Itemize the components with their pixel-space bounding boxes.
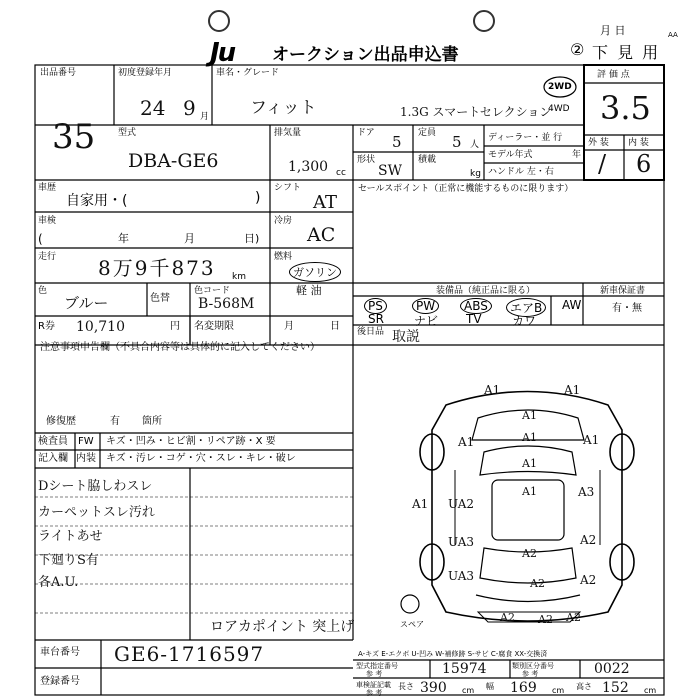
type-cert-ref: 参 考 — [366, 670, 383, 678]
remark-3: ライトあせ — [38, 529, 103, 544]
capacity-label: 定員 — [418, 128, 437, 138]
recycle-label: R券 — [38, 321, 55, 332]
equipment-pw: PW — [412, 298, 439, 314]
history-label: 車歴 — [38, 183, 57, 193]
width-value: 169 — [510, 680, 537, 696]
equipment-label: 装備品（純正品に限る） — [436, 286, 536, 296]
capacity-value: 5 — [452, 133, 462, 151]
type-cert-value: 15974 — [442, 661, 487, 677]
damage-mark: A2 — [580, 573, 597, 587]
height-unit: cm — [644, 686, 657, 695]
car-name: フィット — [250, 98, 317, 118]
color-change-label: 色替 — [150, 293, 170, 304]
light-oil: 軽 油 — [296, 284, 322, 297]
recycle-amount: 10,710 — [76, 319, 125, 335]
damage-mark: A1 — [522, 409, 537, 422]
notes-label: 注意事項申告欄（不具合内容等は具体的に記入してください） — [40, 342, 320, 353]
damage-mark: A2 — [530, 577, 545, 590]
fw-label: FW — [78, 436, 94, 447]
class-ref: 参 考 — [522, 670, 539, 678]
interior-label: 内 装 — [628, 138, 649, 148]
copy-label: 下 見 用 — [592, 43, 661, 62]
displacement-label: 排気量 — [274, 128, 302, 138]
registration-label: 登録番号 — [40, 676, 80, 687]
equipment-airbag: エアB — [506, 298, 546, 317]
copy-number: ② — [570, 40, 585, 59]
shift-value: AT — [313, 192, 338, 213]
length-value: 390 — [420, 680, 447, 696]
auction-logo: Ju — [210, 38, 235, 68]
lot-no-value: 35 — [52, 117, 96, 157]
equipment-aw: AW — [562, 298, 582, 312]
load-label: 積載 — [418, 155, 437, 165]
spare-label: スペア — [400, 620, 424, 629]
doors-label: ドア — [357, 128, 375, 138]
damage-mark: A2 — [522, 547, 537, 560]
reg-month: 9 — [183, 96, 196, 120]
first-reg-label: 初度登録年月 — [118, 68, 173, 78]
color-code-value: B-568M — [198, 296, 255, 312]
sunroof-note: ロアカポイント 突上げ — [210, 619, 355, 635]
damage-mark: A1 — [458, 435, 475, 449]
displacement-value: 1,300 — [288, 159, 329, 175]
shift-label: シフト — [274, 183, 302, 193]
width-label: 幅 — [486, 682, 494, 691]
exterior-label: 外 装 — [588, 138, 609, 148]
length-unit: cm — [462, 686, 475, 695]
header-aa: AA — [668, 31, 678, 39]
reg-cert-ref: 参 考 — [366, 689, 383, 697]
interior-items: キズ・汚レ・コゲ・穴・スレ・キレ・破レ — [106, 453, 296, 464]
name-change-label: 名変期限 — [194, 321, 234, 332]
dealer-label: ディーラー・並 行 — [488, 133, 563, 143]
mileage-unit: km — [232, 272, 246, 282]
warranty-value: 有・無 — [612, 303, 642, 314]
height-label: 高さ — [576, 682, 592, 691]
recycle-yen: 円 — [170, 321, 180, 332]
body-type-label: 形状 — [357, 155, 376, 165]
damage-mark: UA3 — [448, 535, 475, 549]
damage-mark: A1 — [522, 457, 537, 470]
inspection-month-unit: 月 — [184, 232, 195, 245]
chassis-value: GE6-1716597 — [114, 642, 265, 666]
inspector-label: 検査員 — [38, 436, 68, 447]
model-year-unit: 年 — [572, 150, 582, 160]
damage-mark: A1 — [522, 485, 537, 498]
damage-mark: A1 — [522, 431, 537, 444]
displacement-unit: cc — [336, 168, 346, 178]
reg-year: 24 — [140, 96, 166, 120]
lot-no-label: 出品番号 — [40, 68, 77, 78]
exterior-score: / — [598, 150, 607, 178]
score-label: 評 価 点 — [597, 70, 630, 80]
color-value: ブルー — [64, 294, 109, 312]
repair-label: 修復歴 — [46, 416, 76, 427]
remark-2: カーペットスレ汚れ — [38, 505, 155, 520]
damage-mark: A2 — [566, 611, 581, 624]
equipment-tv: TV — [466, 312, 482, 326]
fuel-value: ガソリン — [289, 262, 341, 282]
score-value: 3.5 — [600, 89, 651, 127]
history-close: ) — [255, 190, 261, 206]
equipment-navi: ナビ — [414, 314, 439, 328]
class-label: 類別区分番号 — [512, 662, 554, 670]
fw-items: キズ・凹み・ヒビ割・リペア跡・X 要 — [106, 436, 276, 447]
type-cert-label: 型式指定番号 — [356, 662, 398, 670]
damage-mark: UA3 — [448, 569, 475, 583]
damage-mark: A1 — [484, 383, 501, 397]
equipment-sr: SR — [368, 312, 384, 326]
form-title: オークション出品申込書 — [272, 45, 459, 65]
height-value: 152 — [602, 680, 629, 696]
chassis-label: 車台番号 — [40, 647, 80, 658]
drive-4wd: 4WD — [548, 104, 570, 114]
repair-value: 有 — [110, 416, 120, 427]
equipment-leather: カワ — [512, 314, 537, 328]
inspection-label: 車検 — [38, 216, 57, 226]
damage-mark: A2 — [500, 611, 515, 624]
interior-check-label: 内装 — [76, 453, 96, 464]
name-change-month: 月 — [284, 321, 294, 332]
warranty-label: 新車保証書 — [600, 286, 646, 296]
car-grade: 1.3G スマートセレクション — [400, 105, 552, 119]
model-label: 型式 — [118, 128, 137, 138]
remark-4: 下廻りS有 — [38, 553, 99, 568]
reg-month-unit: 月 — [200, 112, 210, 122]
capacity-unit: 人 — [470, 140, 480, 150]
damage-mark: A3 — [578, 485, 595, 499]
accessories-label: 後日品 — [357, 327, 385, 337]
model-year-label: モデル年式 — [488, 150, 533, 160]
header-date: 月 日 — [600, 24, 626, 37]
remark-1: Dシート脇しわスレ — [38, 479, 153, 494]
remark-5: 各A.U. — [38, 575, 79, 590]
inspection-year-unit: 年 — [118, 232, 129, 245]
cooler-value: AC — [307, 224, 336, 246]
inspection-day-unit: 日) — [244, 232, 260, 245]
load-unit: kg — [470, 169, 481, 179]
inspection-paren: ( — [38, 232, 43, 246]
damage-mark: A2 — [538, 613, 553, 626]
interior-score: 6 — [636, 150, 652, 178]
equipment-ps: PS — [364, 298, 387, 314]
sales-point-label: セールスポイント（正常に機能するものに限ります） — [358, 184, 574, 194]
cooler-label: 冷房 — [274, 216, 293, 226]
model-value: DBA-GE6 — [128, 150, 219, 172]
handle-label: ハンドル 左・右 — [488, 167, 554, 177]
history-value: 自家用・( — [66, 193, 128, 209]
entry-label: 記入欄 — [38, 453, 68, 464]
class-value: 0022 — [594, 661, 630, 677]
damage-mark: UA2 — [448, 497, 475, 511]
mileage-label: 走行 — [38, 252, 57, 262]
drive-2wd: 2WD — [548, 82, 572, 92]
name-change-day: 日 — [330, 321, 340, 332]
accessories-value: 取説 — [392, 329, 420, 345]
equipment-abs: ABS — [460, 298, 492, 314]
color-code-label: 色コード — [194, 286, 231, 296]
length-label: 長さ — [398, 682, 414, 691]
damage-legend: A-キズ E-エクボ U-凹み W-補修跡 S-サビ C-腐食 XX-交換済 — [358, 650, 548, 658]
damage-mark: A1 — [583, 433, 600, 447]
damage-mark: A2 — [580, 533, 597, 547]
doors-value: 5 — [392, 133, 402, 151]
width-unit: cm — [552, 686, 565, 695]
color-label: 色 — [38, 286, 48, 296]
body-type-value: SW — [378, 163, 402, 179]
reg-cert-label: 車検証記載 — [356, 681, 391, 689]
fuel-label: 燃料 — [274, 252, 293, 262]
repair-place: 箇所 — [142, 416, 162, 427]
mileage-value: 8万9千873 — [98, 256, 216, 280]
car-name-label: 車名・グレード — [216, 68, 280, 78]
damage-mark: A1 — [412, 497, 429, 511]
damage-mark: A1 — [564, 383, 581, 397]
